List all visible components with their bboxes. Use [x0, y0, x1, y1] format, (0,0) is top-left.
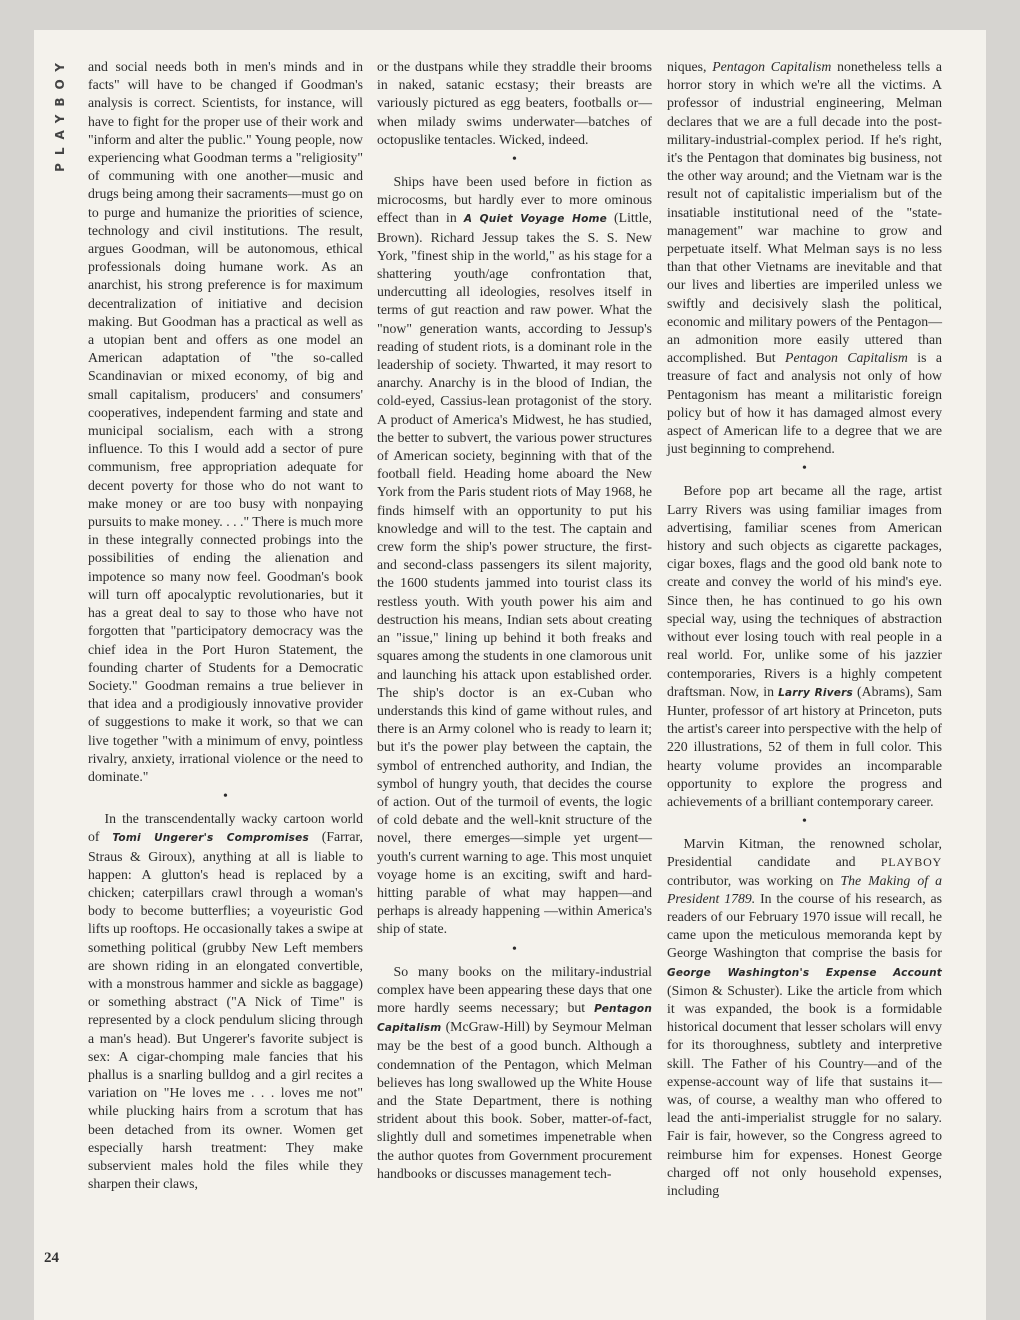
page-number: 24: [44, 1250, 59, 1266]
paragraph-text: Marvin Kitman, the renowned scholar, Presidential candidate and: [667, 836, 942, 870]
paragraph: and social needs both in men's minds and in facts" will have to be changed if Goodman's analysis is correct. Scientists, for instance, will have to fight for the proper use of their work and "inform and alter the public." Young people, now experiencing what Goodman terms a "religiosity" of communing with one another—music and drugs being among their sacraments—must go on to purge and humanize the priorities of science, technology and civil institutions. The result, argues Goodman, will be autonomous, ethical professionals doing humane work. As an anarchist, his strong preference is for maximum decentralization of initiative and decision making. But Goodman has a practical as well as a utopian bent and offers as one model an American adaptation of "the so-called Scandinavian or mixed economy, of big and small capitalism, producers' and consumers' cooperatives, independent farming and state and municipal socialism, each with a strong influence. To this I would add a sector of pure communism, free appropriation adequate for decent poverty for those who do not want to make money or are too busy with nonpaying pursuits to make money. . . ." There is much more in these integrally connected probings into the possibilities of ending the alienation and impotence so many now feel. Goodman's book will turn off apocalyptic revolutionaries, but it has a great deal to say to those who have not forgotten that "participatory democracy was the chief idea in the Port Huron Statement, the founding charter of Students for a Democratic Society." Goodman remains a true believer in that idea and a prodigiously innovative provider of suggestions to make it work, so that we can live together "with a minimum of envy, pointless rivalry, anxiety, irrational violence or the need to dominate.": [88, 59, 364, 784]
section-separator: •: [512, 941, 517, 957]
book-title-italic: Pentagon Capitalism: [712, 59, 832, 74]
paragraph-text: Before pop art became all the rage, artist Larry Rivers was using familiar images from advertising, familiar scenes from American history and such objects as cigarette packages, cigar boxes, flags and the good old bank note to create and convey the world of his mind's eye. Since then, he has continued to go his own special way, using the techniques of abstraction without ever losing touch with real people in a real world. For, unlike some of his jazzier contemporaries, Rivers is a highly competent draftsman. Now, in: [667, 483, 942, 699]
book-title: A Quiet Voyage Home: [463, 213, 607, 226]
paragraph-text: In the transcendentally wacky cartoon world of: [88, 811, 363, 845]
book-title: George Washington's Expense Account: [667, 966, 942, 979]
paragraph-text: niques,: [667, 59, 713, 74]
book-title: Larry Rivers: [778, 686, 853, 699]
book-title-italic: Pentagon Capitalism: [785, 350, 908, 366]
book-title: Pentagon Capitalism: [377, 1002, 652, 1035]
paragraph: [377, 963, 652, 1183]
paragraph-text: In the course of his research, as readers of our February 1970 issue will recall, he came upon the meticulous memoranda kept by George Washington that comprise the basis for: [667, 890, 942, 961]
section-separator: •: [512, 152, 517, 168]
running-head: [50, 55, 70, 172]
paragraph: [88, 810, 363, 1193]
paragraph-text: nonetheless tells a horror story in which we're all the victims. A professor of industrial engineering, Melman declares that we are a full decade into the post-military-industrial-complex period. If he's right, it's the Pentagon that dominates big business, not the other way around; and the Vietnam war is the result not of capitalistic imperialism but of the insatiable institutional need of the "state-management" war machine to grow and perpetuate itself. What Melman says is no less than that other Vietnams are inevitable and that our lives and liberties are imperiled unless we swiftly and decisively slash the political, economic and military powers of the Pentagon—an admonition more easily uttered than accomplished. But: [667, 59, 943, 366]
section-separator: •: [802, 814, 807, 830]
paragraph: or the dustpans while they straddle their brooms in naked, satanic ecstasy; their breasts are variously pictured as egg beaters, footballs or—when milady swims underwater—batches of octopuslike tentacles. Wicked, indeed.: [377, 59, 652, 147]
paragraph-text: (McGraw-Hill) by Seymour Melman may be the best of a good bunch. Although a condemnation of the Pentagon, which Melman believes has long swallowed up the White House and the State Department, there is nothing strident about this book. Sober, matter-of-fact, slightly dull and sometimes impenetrable when the author quotes from Government procurement handbooks or discusses management tech-: [377, 1019, 652, 1181]
paragraph-text: contributor, was working on: [667, 872, 841, 888]
column-3: [667, 58, 942, 1200]
column-1: [88, 58, 363, 1193]
magazine-name-inline: PLAYBOY: [880, 855, 942, 870]
book-title: Tomi Ungerer's Compromises: [112, 832, 309, 845]
paragraph-text: (Little, Brown). Richard Jessup takes the S. S. New York, "finest ship in the world," as his stage for a shattering youth/age confrontation that, undercutting all ideologies, resolves itself in terms of gut reaction and raw power. What the "now" generation wants, according to Jessup's reading of student riots, is a dominant role in the leadership of society. Thwarted, it may resort to anarchy. Anarchy is in the blood of Indian, the cold-eyed, Cassius-lean protagonist of the story. A product of America's Midwest, he has studied, the better to subvert, the various power structures of American society, beginning with that of the football field. Heading home aboard the New York from the Paris student riots of May 1968, he finds himself with an opportunity to put his knowledge and will to the test. The captain and crew form the ship's power structure, the first- and second-class passengers its silent majority, the 1600 students jammed into tourist class its restless youth. With youth power his aim and destruction his means, Indian sets about creating an "issue," lining up behind it both freaks and squares among the students in one clamorous unit and launching his attack upon established order. The ship's doctor is an ex-Cuban who understands this kind of game without rules, and there is an Army colonel who is ready to learn it; but it's the power play between the captain, the symbol of entrenched authority, and Indian, the symbol of hungry youth, that decides the course of action. Out of the turmoil of events, the logic of cold debate and the well-knit structure of the novel, there emerges—simple yet urgent—youth's current warning to age. This most unquiet voyage home is an exciting, swift and hard-hitting parable of what may happen—and perhaps is already happening —within America's ship of state.: [377, 210, 652, 937]
section-separator: •: [802, 461, 807, 477]
paragraph: [667, 58, 942, 458]
section-separator: •: [223, 789, 228, 805]
magazine-name: PLAYBOY: [53, 55, 67, 172]
paragraph-text: So many books on the military-industrial complex have been appearing these days that one more hardly seems necessary; but: [377, 963, 652, 1015]
paragraph-text: is a treasure of fact and analysis not only of how Pentagonism has meant a militaristic foreign policy but of how it has damaged almost every aspect of American life to a degree that we are just beginning to comprehend.: [667, 350, 943, 457]
column-2: [377, 58, 652, 1183]
paragraph-text: (Farrar, Straus & Giroux), anything at all is liable to happen: A glutton's head is replaced by a chicken; caterpillars crawl through a woman's body to become butterflies; a voyeuristic God lifts up rooftops. He occasionally takes a swipe at something political (grubby New Left members are shown riding in an elongated convertible, with a monstrous hammer and sickle as baggage) or something abstract ("A Nick of Time" is represented by a clock pendulum slicing through a man's head). But Ungerer's favorite subject is sex: A cigar-chomping male fancies that his phallus is a snarling bulldog and a girl recites a variation on "He loves me . . . loves me not" while plucking hairs from a scrotum that has been detached from its owner. Women get especially harsh treatment: They make subservient males hold the files while they sharpen their claws,: [88, 829, 363, 1192]
paragraph: [667, 482, 942, 811]
paragraph: [377, 173, 652, 939]
paragraph-text: (Simon & Schuster). Like the article from which it was expanded, the book is a formidable historical document that lesser scholars will envy for its thoroughness, subtlety and interpretive skill. The Father of his Country—and of the expense-account way of life that sustains it—was, of course, a wealthy man who offered to lead the anti-imperialist struggle for no salary. Fair is fair, however, so the Congress agreed to reimburse him for expenses. Honest George charged off not only household expenses, including: [667, 982, 942, 1198]
paragraph-text: Ships have been used before in fiction as microcosms, but hardly ever to more ominous effect than in: [377, 174, 652, 226]
paragraph-text: (Abrams), Sam Hunter, professor of art history at Princeton, puts the artist's career into perspective with the help of 220 illustrations, 52 of them in full color. This hearty volume provides an incomparable opportunity to explore the progress and achievements of a brilliant contemporary career.: [667, 683, 943, 809]
paragraph: [667, 835, 942, 1200]
work-title-italic: The Making of a President 1789.: [667, 872, 942, 906]
